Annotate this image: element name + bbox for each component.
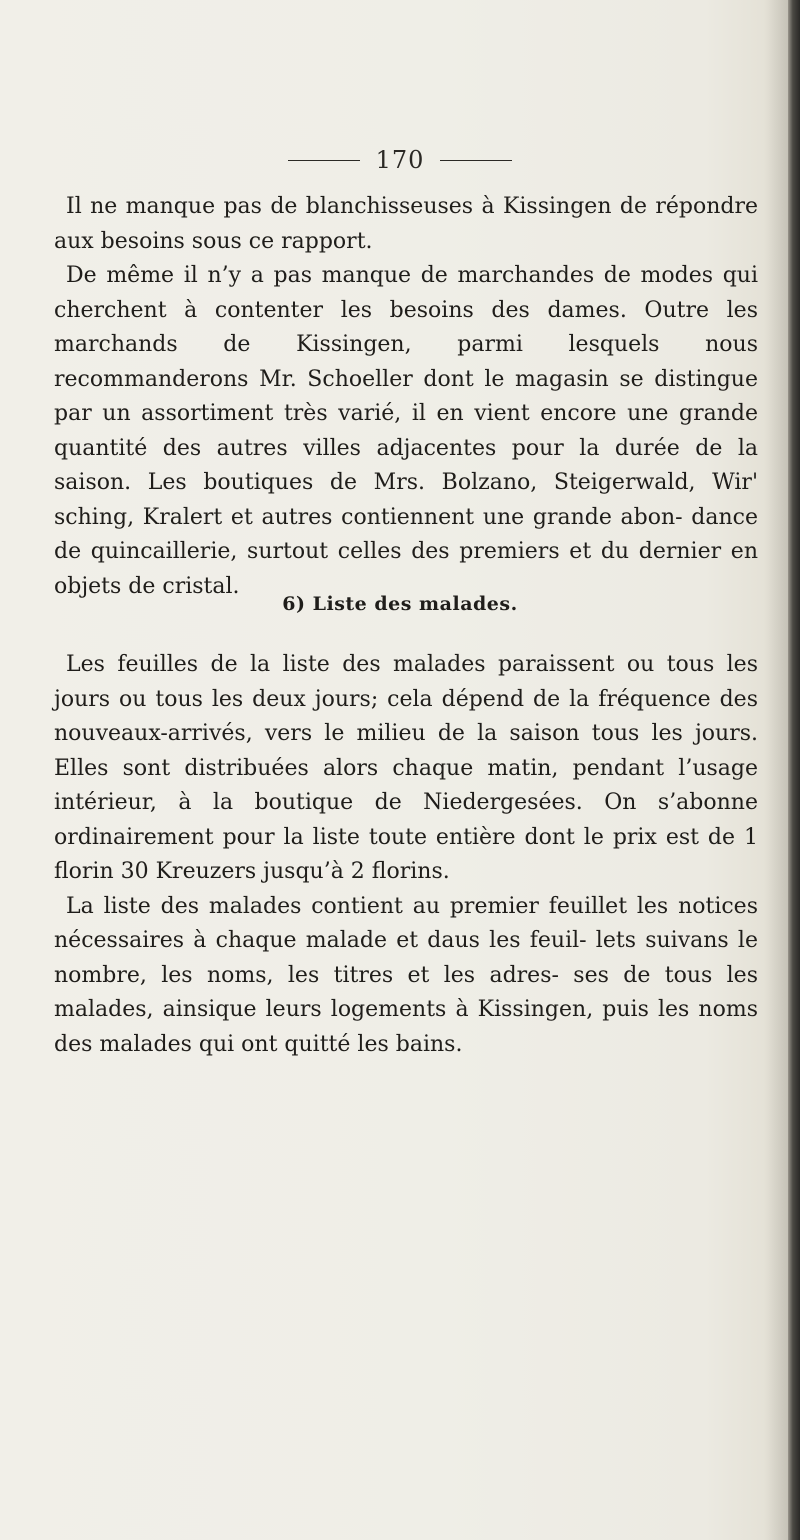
page-number: 170 <box>375 146 425 174</box>
header-rule-left <box>288 160 360 161</box>
paragraph-contenu-liste: La liste des malades contient au premier feuillet les notices nécessaires à chaque malade et daus les feuil- lets suivans le nombre, les noms, les titres et les adres- ses de tous les malades, ainsique leurs logements à Kissingen, puis les noms des malades qui ont quitté les bains. <box>54 893 758 1057</box>
binding-shadow <box>764 0 788 1540</box>
paragraph-blanchisseuses: Il ne manque pas de blanchisseuses à Kissingen de répondre aux besoins sous ce rapport. <box>54 194 758 254</box>
header-rule-right <box>440 160 512 161</box>
paragraph-marchandes: De même il n’y a pas manque de marchandes de modes qui cherchent à contenter les besoins des dames. Outre les marchands de Kissingen, parmi lesquels nous recommanderons Mr. Schoeller dont le magasin se distingue par un assortiment très varié, il en vient encore une grande quantité des autres villes adjacentes pour la durée de la saison. Les boutiques de Mrs. Bolzano, Steigerwald, Wir' sching, Kralert et autres contiennent une grande abon- dance de quincaillerie, surtout celles des premiers et du dernier en objets de cristal. <box>54 263 758 599</box>
paragraph-feuilles: Les feuilles de la liste des malades paraissent ou tous les jours ou tous les deux jours; cela dépend de la fréquence des nouveaux-arrivés, vers le milieu de la saison tous les jours. Elles sont distribuées alors chaque matin, pendant l’usage intérieur, à la boutique de Niedergesées. On s’abonne ordinairement pour la liste toute entière dont le prix est de 1 florin 30 Kreuzers jusqu’à 2 florins. <box>54 652 758 884</box>
text-block-intro <box>54 190 758 604</box>
page-header <box>0 146 800 174</box>
scan-edge <box>788 0 800 1540</box>
section-heading: 6) Liste des malades. <box>282 593 518 615</box>
text-block-liste <box>54 648 758 1062</box>
